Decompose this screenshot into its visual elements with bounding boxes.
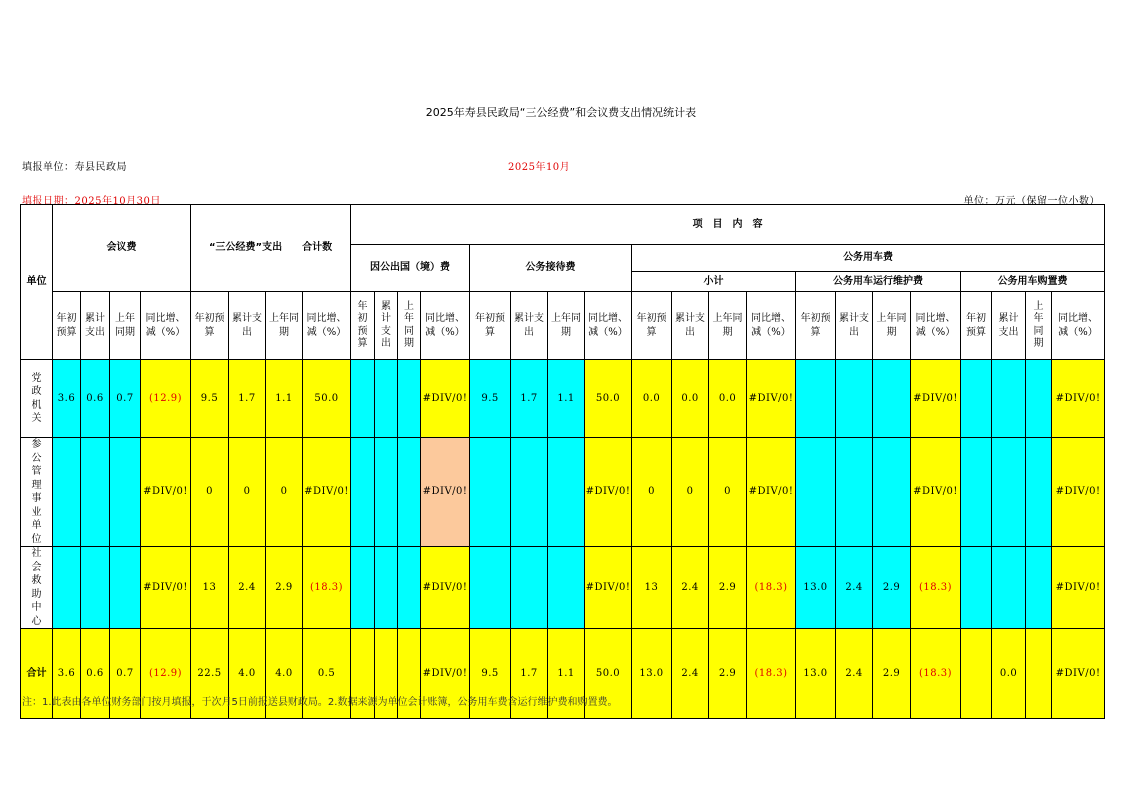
table-cell (796, 360, 836, 438)
table-cell: 2.9 (873, 629, 911, 719)
table-cell: #DIV/0! (1052, 547, 1105, 629)
subheader-change-g1: 同比增、减（%） (141, 292, 191, 360)
table-cell: #DIV/0! (141, 438, 191, 547)
subheader-change-g7: 同比增、减（%） (1052, 292, 1105, 360)
table-cell: 0.6 (81, 629, 110, 719)
table-cell: 2.9 (266, 547, 303, 629)
table-cell: 9.5 (470, 629, 511, 719)
header-meeting: 会议费 (53, 205, 191, 292)
table-cell: (18.3) (303, 547, 351, 629)
table-cell: 0.7 (110, 360, 141, 438)
table-cell (511, 547, 548, 629)
table-cell: 4.0 (229, 629, 266, 719)
header-subtotal: 小计 (632, 272, 796, 292)
table-cell: #DIV/0! (911, 360, 961, 438)
table-cell: 13 (632, 547, 672, 629)
table-cell: (18.3) (747, 629, 796, 719)
subheader-change-g4: 同比增、减（%） (585, 292, 632, 360)
subheader-last-g6: 上年同期 (873, 292, 911, 360)
table-cell (992, 438, 1026, 547)
table-cell: 1.7 (511, 360, 548, 438)
table-cell: 50.0 (585, 629, 632, 719)
table-cell: (18.3) (747, 547, 796, 629)
table-cell (110, 438, 141, 547)
table-cell: 2.9 (709, 629, 747, 719)
subheader-budget-g4: 年初预算 (470, 292, 511, 360)
subheader-budget-g7: 年初预算 (961, 292, 992, 360)
header-sangong-total: “三公经费”支出 合计数 (191, 205, 351, 292)
table-cell: #DIV/0! (747, 360, 796, 438)
subheader-change-g3: 同比增、减（%） (421, 292, 470, 360)
subheader-spent-g4: 累计支出 (511, 292, 548, 360)
header-maintenance: 公务用车运行维护费 (796, 272, 961, 292)
table-cell: 1.7 (511, 629, 548, 719)
table-cell: #DIV/0! (1052, 629, 1105, 719)
report-period: 2025年10月 (508, 162, 571, 173)
subheader-spent-g5: 累计支出 (672, 292, 709, 360)
table-cell: #DIV/0! (303, 438, 351, 547)
table-cell: 2.4 (836, 629, 873, 719)
table-cell: 22.5 (191, 629, 229, 719)
table-cell: (12.9) (141, 360, 191, 438)
table-cell: #DIV/0! (141, 547, 191, 629)
filler-unit: 填报单位：寿县民政局 (22, 162, 127, 173)
table-cell: 0.0 (672, 360, 709, 438)
subheader-budget-g5: 年初预算 (632, 292, 672, 360)
table-cell (470, 438, 511, 547)
table-cell: 9.5 (470, 360, 511, 438)
page-title: 2025年寿县民政局“三公经费”和会议费支出情况统计表 (425, 106, 697, 119)
header-reception: 公务接待费 (470, 245, 632, 292)
subheader-last-g1: 上年同期 (110, 292, 141, 360)
table-cell (992, 547, 1026, 629)
table-cell (470, 547, 511, 629)
subheader-last-g2: 上年同期 (266, 292, 303, 360)
table-cell (873, 438, 911, 547)
table-cell (53, 438, 81, 547)
table-cell (351, 547, 375, 629)
subheader-last-g7: 上年同期 (1026, 292, 1052, 360)
table-cell: #DIV/0! (1052, 360, 1105, 438)
header-project: 项 目 内 容 (351, 205, 1105, 245)
subheader-change-g2: 同比增、减（%） (303, 292, 351, 360)
table-cell (548, 547, 585, 629)
subheader-last-g3: 上年同期 (398, 292, 421, 360)
table-cell: 0 (229, 438, 266, 547)
table-cell: #DIV/0! (1052, 438, 1105, 547)
table-cell (375, 360, 398, 438)
table-cell: 9.5 (191, 360, 229, 438)
table-cell: #DIV/0! (421, 547, 470, 629)
subheader-spent-g2: 累计支出 (229, 292, 266, 360)
table-cell (992, 360, 1026, 438)
table-cell: 0 (672, 438, 709, 547)
table-cell: 1.7 (229, 360, 266, 438)
table-cell (81, 438, 110, 547)
table-cell (398, 360, 421, 438)
header-vehicle: 公务用车费 (632, 245, 1105, 272)
table-cell (375, 547, 398, 629)
table-cell: 50.0 (585, 360, 632, 438)
table-cell: 2.4 (836, 547, 873, 629)
table-cell (53, 547, 81, 629)
table-cell (873, 360, 911, 438)
header-unit: 单位 (21, 205, 53, 360)
table-cell (511, 438, 548, 547)
subheader-last-g5: 上年同期 (709, 292, 747, 360)
unit-note: 单位：万元（保留一位小数） (963, 196, 1100, 207)
table-cell (398, 438, 421, 547)
table-cell: 4.0 (266, 629, 303, 719)
table-cell: 2.4 (229, 547, 266, 629)
subheader-last-g4: 上年同期 (548, 292, 585, 360)
table-cell: #DIV/0! (585, 438, 632, 547)
table-cell: 13.0 (632, 629, 672, 719)
header-purchase: 公务用车购置费 (961, 272, 1105, 292)
table-cell: 3.6 (53, 629, 81, 719)
table-row (21, 438, 1105, 547)
subheader-change-g5: 同比增、减（%） (747, 292, 796, 360)
table-cell: (18.3) (911, 629, 961, 719)
table-cell (548, 438, 585, 547)
table-cell: 0 (266, 438, 303, 547)
table-cell (1026, 360, 1052, 438)
table-row (21, 360, 1105, 438)
table-cell: 2.9 (873, 547, 911, 629)
table-cell (836, 438, 873, 547)
subheader-budget-g1: 年初预算 (53, 292, 81, 360)
fill-date: 填报日期：2025年10月30日 (22, 196, 161, 207)
table-cell: #DIV/0! (421, 360, 470, 438)
footnote (22, 697, 618, 709)
table-cell: 0.0 (632, 360, 672, 438)
table-cell (1026, 438, 1052, 547)
table-cell (398, 547, 421, 629)
subheader-change-g6: 同比增、减（%） (911, 292, 961, 360)
table-cell (961, 547, 992, 629)
table-row (21, 547, 1105, 629)
table-cell: #DIV/0! (585, 547, 632, 629)
subheader-budget-g6: 年初预算 (796, 292, 836, 360)
table-cell: 0.0 (992, 629, 1026, 719)
table-cell (351, 438, 375, 547)
table-cell (961, 438, 992, 547)
table-cell (1026, 547, 1052, 629)
table-cell (375, 438, 398, 547)
table-cell: 50.0 (303, 360, 351, 438)
table-cell: #DIV/0! (911, 438, 961, 547)
table-cell: 0.6 (81, 360, 110, 438)
table-cell: 2.4 (672, 547, 709, 629)
subheader-budget-g3: 年初预算 (351, 292, 375, 360)
table-cell: 13.0 (796, 629, 836, 719)
table-cell: #DIV/0! (421, 438, 470, 547)
table-cell: (12.9) (141, 629, 191, 719)
subheader-spent-g1: 累计支出 (81, 292, 110, 360)
row-label: 党政机关 (21, 360, 53, 438)
footnote-text: 注：1.此表由各单位财务部门按月填报，于次月5日前报送县财政局。2.数据来源为单位会计账簿，公务用车费含运行维护费和购置费。 (22, 697, 618, 708)
table-cell (351, 360, 375, 438)
table-cell: 1.1 (266, 360, 303, 438)
statistics-table (20, 204, 1105, 719)
table-cell: 0 (191, 438, 229, 547)
table-cell: 3.6 (53, 360, 81, 438)
table-cell: #DIV/0! (421, 629, 470, 719)
table-cell: 0 (632, 438, 672, 547)
table-cell (81, 547, 110, 629)
table-cell: 0.5 (303, 629, 351, 719)
subheader-budget-g2: 年初预算 (191, 292, 229, 360)
row-label: 合计 (21, 629, 53, 719)
table-cell: 13 (191, 547, 229, 629)
table-cell: 0.0 (709, 360, 747, 438)
table-cell: 13.0 (796, 547, 836, 629)
table-cell (110, 547, 141, 629)
subheader-spent-g7: 累计支出 (992, 292, 1026, 360)
table-cell (796, 438, 836, 547)
subheader-spent-g3: 累计支出 (375, 292, 398, 360)
table-cell: 2.9 (709, 547, 747, 629)
header-abroad: 因公出国（境）费 (351, 245, 470, 292)
table-cell: 0.7 (110, 629, 141, 719)
table-cell: 0 (709, 438, 747, 547)
subheader-spent-g6: 累计支出 (836, 292, 873, 360)
table-cell: 1.1 (548, 360, 585, 438)
row-label: 参公管理事业单位 (21, 438, 53, 547)
row-label: 社会救助中心 (21, 547, 53, 629)
table-cell: 2.4 (672, 629, 709, 719)
table-cell (836, 360, 873, 438)
table-cell: #DIV/0! (747, 438, 796, 547)
table-cell: (18.3) (911, 547, 961, 629)
table-cell (961, 360, 992, 438)
table-cell: 1.1 (548, 629, 585, 719)
